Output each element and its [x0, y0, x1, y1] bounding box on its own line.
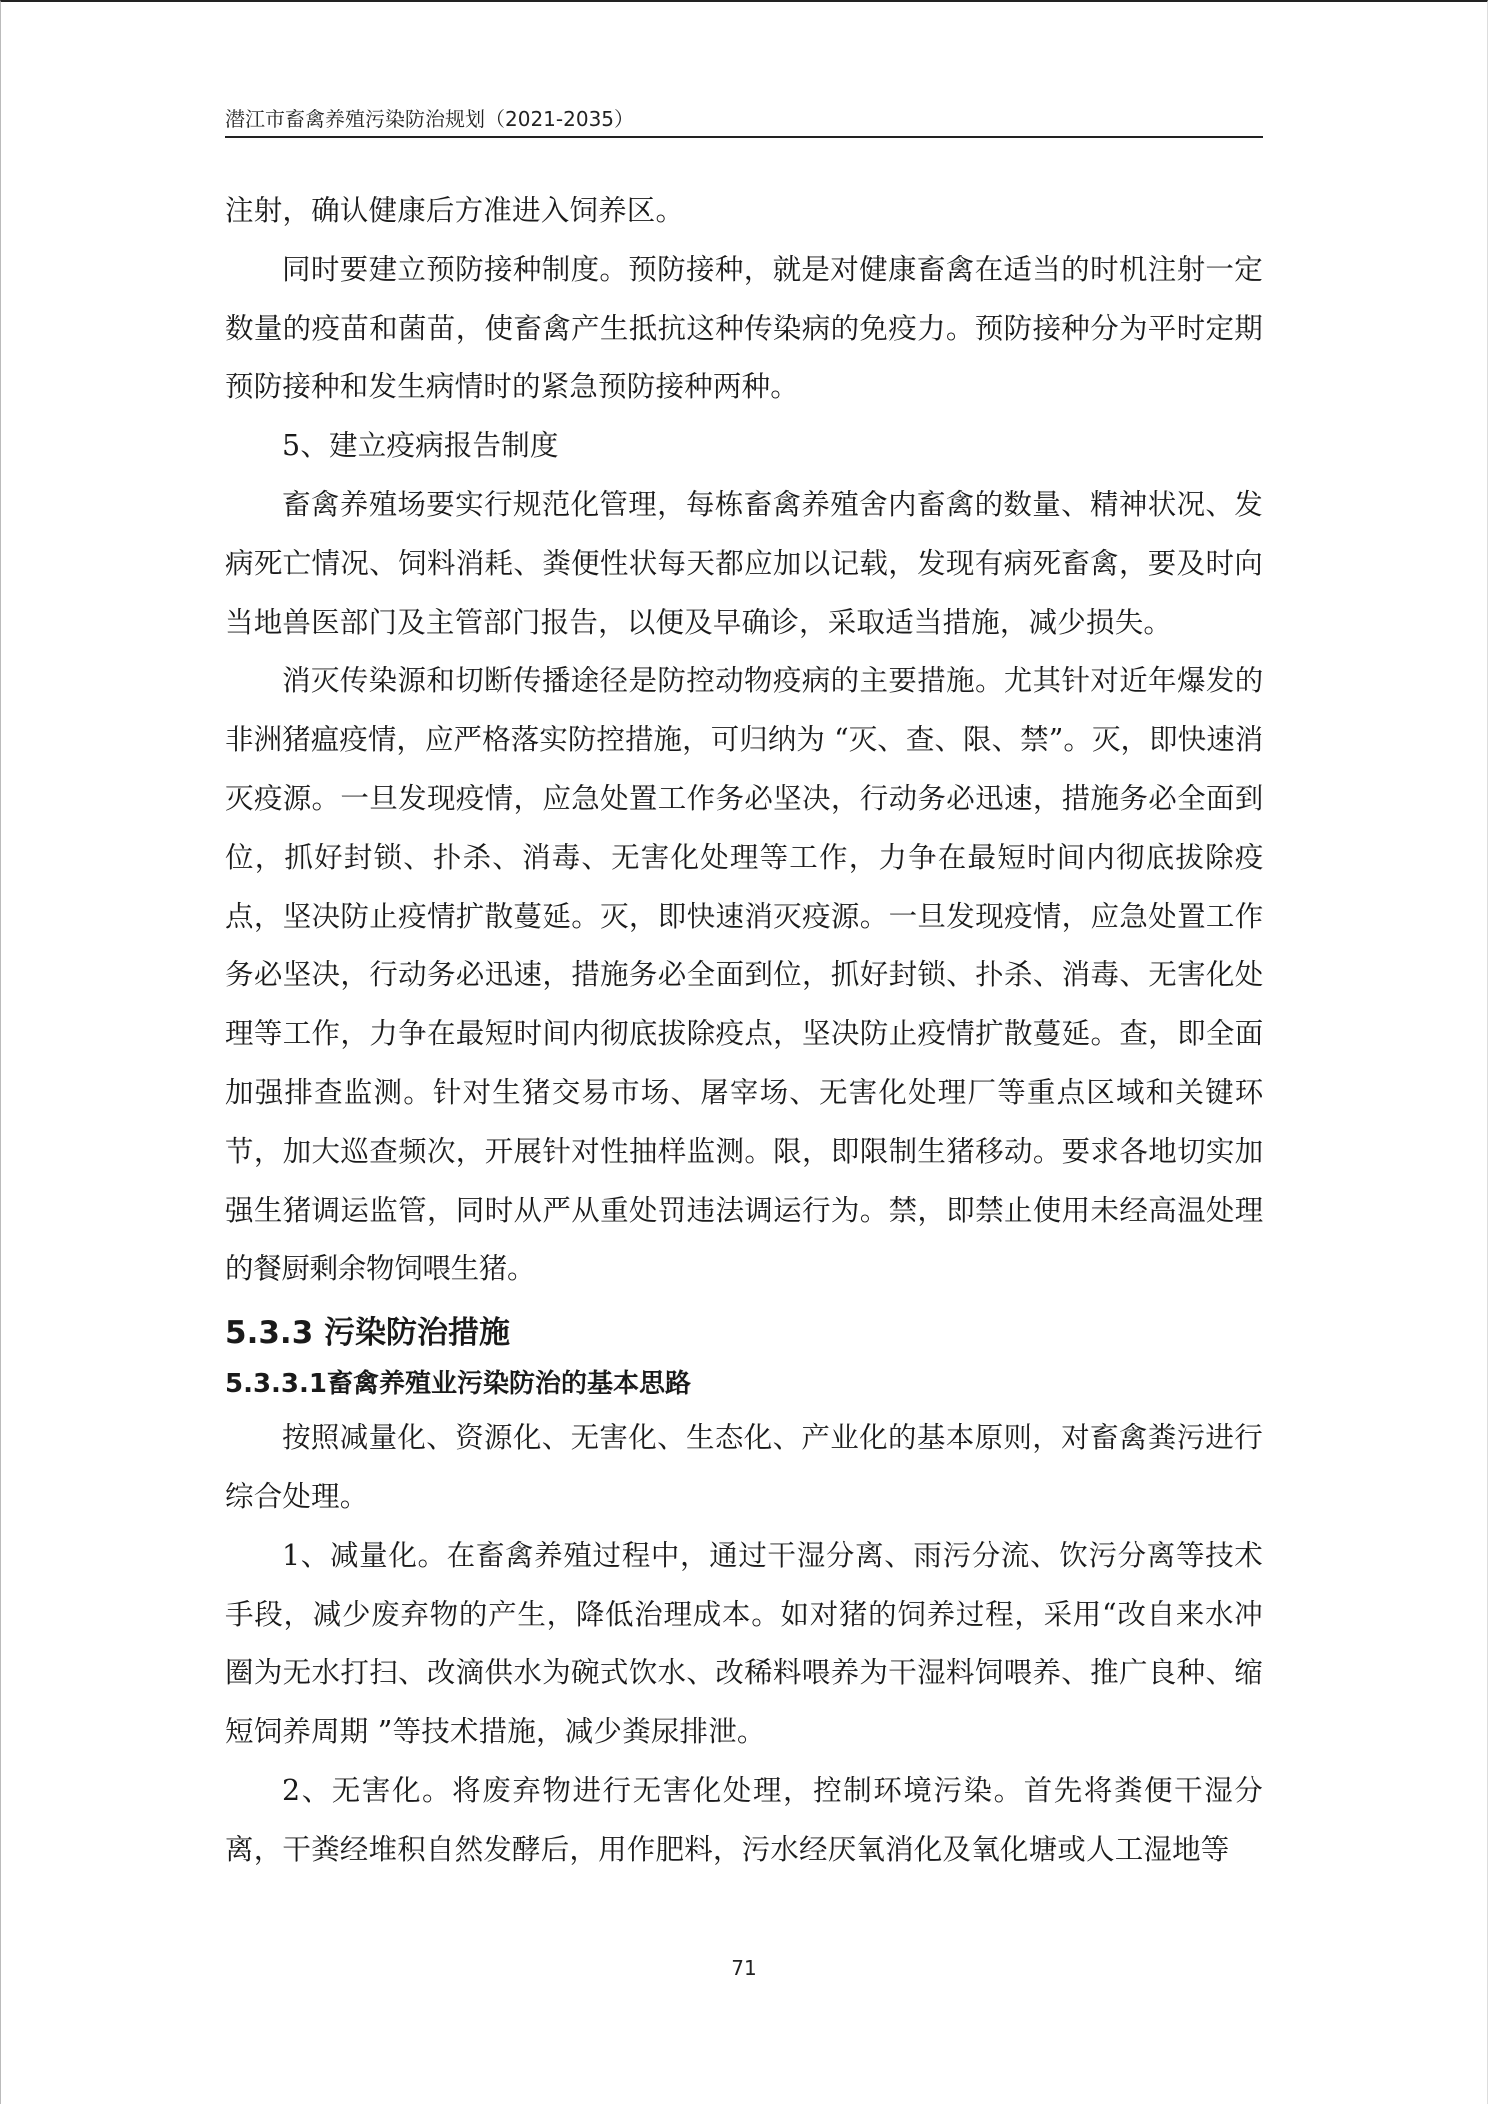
paragraph-reduction: 1、减量化。在畜禽养殖过程中，通过干湿分离、雨污分流、饮污分离等技术手段，减少废弃物的产生，降低治理成本。如对猪的饲养过程，采用“改自来水冲圈为无水打扫、改滴供水为碗式饮水、改稀料喂养为干湿料饲喂养、推广良种、缩短饲养周期 ”等技术措施，减少粪尿排泄。	[225, 1538, 1263, 1749]
section-heading-5-3-3: 5.3.3 污染防治措施	[225, 1315, 511, 1352]
page-header	[225, 104, 1263, 138]
paragraph-vaccination-system: 同时要建立预防接种制度。预防接种，就是对健康畜禽在适当的时机注射一定数量的疫苗和菌苗，使畜禽产生抵抗这种传染病的免疫力。预防接种分为平时定期预防接种和发生病情时的紧急预防接种两种。	[225, 252, 1263, 404]
paragraph-continuation: 注射，确认健康后方准进入饲养区。	[225, 194, 685, 227]
page-number: 71	[731, 1956, 757, 1980]
page-body	[225, 182, 1263, 1880]
paragraph-swine-fever-control: 消灭传染源和切断传播途径是防控动物疫病的主要措施。尤其针对近年爆发的非洲猪瘟疫情，应严格落实防控措施，可归纳为 “灭、查、限、禁”。灭，即快速消灭疫源。一旦发现疫情，应急处置工作务必坚决，行动务必迅速，措施务必全面到位，抓好封锁、扑杀、消毒、无害化处理等工作，力争在最短时间内彻底拔除疫点，坚决防止疫情扩散蔓延。灭，即快速消灭疫源。一旦发现疫情，应急处置工作务必坚决，行动务必迅速，措施务必全面到位，抓好封锁、扑杀、消毒、无害化处理等工作，力争在最短时间内彻底拔除疫点，坚决防止疫情扩散蔓延。查，即全面加强排查监测。针对生猪交易市场、屠宰场、无害化处理厂等重点区域和关键环节，加大巡查频次，开展针对性抽样监测。限，即限制生猪移动。要求各地切实加强生猪调运监管，同时从严从重处罚违法调运行为。禁，即禁止使用未经高温处理的餐厨剩余物饲喂生猪。	[225, 664, 1263, 1286]
list-item-disease-report: 5、建立疫病报告制度	[282, 429, 559, 463]
subsection-heading-5-3-3-1: 5.3.3.1畜禽养殖业污染防治的基本思路	[225, 1369, 691, 1400]
paragraph-basic-principles: 按照减量化、资源化、无害化、生态化、产业化的基本原则，对畜禽粪污进行综合处理。	[225, 1421, 1263, 1513]
document-title: 潜江市畜禽养殖污染防治规划（2021-2035）	[225, 107, 635, 131]
paragraph-harmless-treatment: 2、无害化。将废弃物进行无害化处理，控制环境污染。首先将粪便干湿分离，干粪经堆积自然发酵后，用作肥料，污水经厌氧消化及氧化塘或人工湿地等	[225, 1773, 1263, 1866]
paragraph-farm-management: 畜禽养殖场要实行规范化管理，每栋畜禽养殖舍内畜禽的数量、精神状况、发病死亡情况、饲料消耗、粪便性状每天都应加以记载，发现有病死畜禽，要及时向当地兽医部门及主管部门报告，以便及早确诊，采取适当措施，减少损失。	[225, 487, 1263, 639]
